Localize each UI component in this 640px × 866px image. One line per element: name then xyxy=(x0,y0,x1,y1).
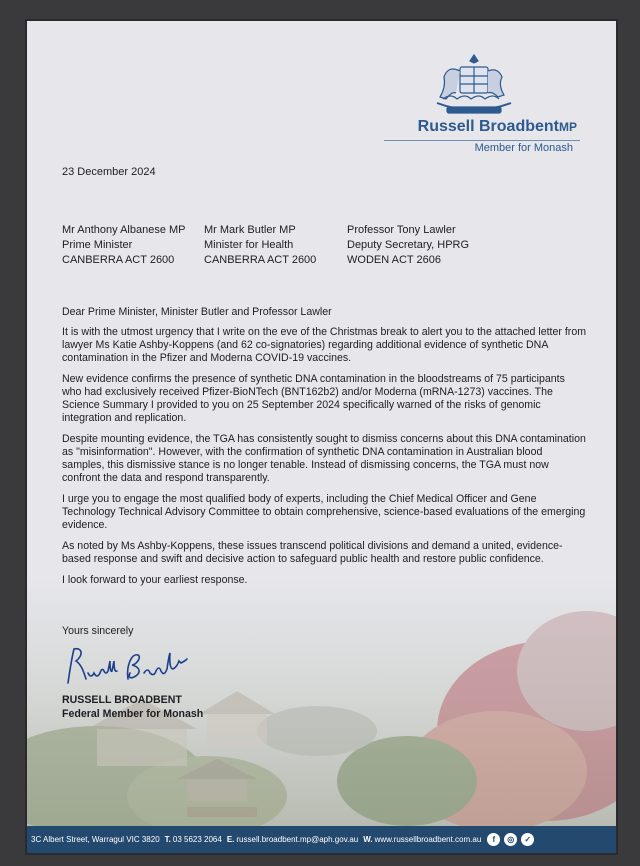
recipient-name: Professor Tony Lawler xyxy=(347,224,456,236)
footer-address: 3C Albert Street, Warragul VIC 3820 xyxy=(31,835,160,844)
footer-email-link[interactable]: russell.broadbent.mp@aph.gov.au xyxy=(236,835,359,844)
letter-signoff: Yours sincerely xyxy=(62,625,134,637)
footer-bar xyxy=(27,826,616,853)
footer-website-link[interactable]: www.russellbroadbent.com.au xyxy=(374,835,482,844)
letter-paragraph: I look forward to your earliest response. xyxy=(62,574,248,586)
facebook-icon[interactable]: f xyxy=(487,833,500,846)
letterhead-divider xyxy=(384,140,580,141)
letterhead-subtitle: Member for Monash xyxy=(474,142,573,154)
footer-web-label: W. xyxy=(363,835,373,844)
social-links xyxy=(487,833,534,846)
footer-email-label: E. xyxy=(226,835,235,844)
recipient-block-deputy-secretary xyxy=(347,223,469,268)
letter-body xyxy=(62,306,587,595)
recipient-location: CANBERRA ACT 2600 xyxy=(204,254,317,266)
letter-paragraph: I urge you to engage the most qualified body of experts, including the Chief Medical Officer and Gene Technology Technical Advisory Committee to obtain comprehensive, science-based evaluations of the emerging evidence. xyxy=(62,493,586,531)
letter-paragraph: New evidence confirms the presence of synthetic DNA contamination in the bloodstreams of 75 participants who had exclusively received Pfizer-BioNTech (BNT162b2) and/or Moderna (mRNA-1273) vaccines. The Science Summary I provided to you on 25 September 2024 specifically warned of the risks of genomic integration and replication. xyxy=(62,373,565,424)
letter-paragraph: As noted by Ms Ashby-Koppens, these issues transcend political divisions and demand a united, evidence-based response and swift and decisive action to safeguard public health and restore public confidence. xyxy=(62,540,563,565)
letter-page xyxy=(27,21,616,853)
handwritten-signature xyxy=(62,643,192,689)
signatory-title: Federal Member for Monash xyxy=(62,708,204,720)
letter-salutation: Dear Prime Minister, Minister Butler and Professor Lawler xyxy=(62,306,332,318)
letterhead-name xyxy=(387,118,577,136)
signatory-name: RUSSELL BROADBENT xyxy=(62,694,182,706)
twitter-icon[interactable]: ✓ xyxy=(521,833,534,846)
letterhead-name-suffix: MP xyxy=(559,120,577,134)
recipient-block-health-minister xyxy=(204,223,316,268)
recipient-block-pm xyxy=(62,223,186,268)
letter-paragraph: Despite mounting evidence, the TGA has consistently sought to dismiss concerns about this DNA contamination as "misinformation". However, with the confirmation of synthetic DNA contamination in Australian blood samples, this dismissive stance is no longer tenable. Instead of dismissing concerns, the TGA must now confront the data and respond transparently. xyxy=(62,433,586,484)
letter-paragraph: It is with the utmost urgency that I write on the eve of the Christmas break to alert you to the attached letter from lawyer Ms Katie Ashby-Koppens (and 62 co-signatories) regarding additional evidence of synthetic DNA contamination in the Pfizer and Moderna COVID-19 vaccines. xyxy=(62,326,587,364)
recipient-location: WODEN ACT 2606 xyxy=(347,254,441,266)
letter-date: 23 December 2024 xyxy=(62,166,156,178)
recipient-role: Minister for Health xyxy=(204,239,294,251)
recipient-name: Mr Anthony Albanese MP xyxy=(62,224,186,236)
coat-of-arms-icon xyxy=(429,51,519,121)
recipient-role: Prime Minister xyxy=(62,239,133,251)
recipient-location: CANBERRA ACT 2600 xyxy=(62,254,175,266)
footer-phone[interactable]: 03 5623 2064 xyxy=(172,835,222,844)
recipient-role: Deputy Secretary, HPRG xyxy=(347,239,470,251)
instagram-icon[interactable]: ◎ xyxy=(504,833,517,846)
footer-phone-label: T. xyxy=(164,835,171,844)
letterhead-name-text: Russell Broadbent xyxy=(417,118,559,135)
recipient-name: Mr Mark Butler MP xyxy=(204,224,296,236)
